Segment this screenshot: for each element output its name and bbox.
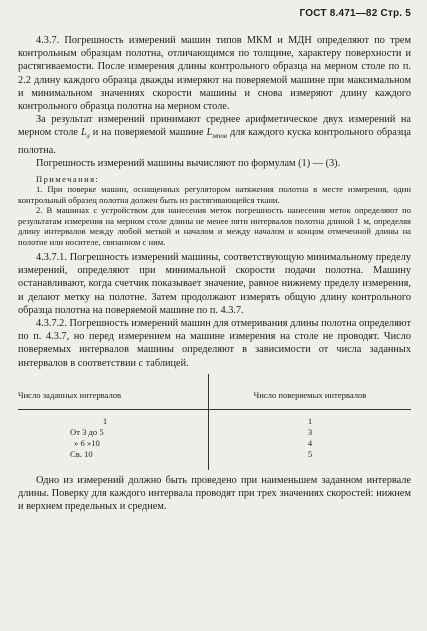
paragraph-4-3-7: 4.3.7. Погрешность измерений машин типов МКМ и МДН определяют по трем контрольным образцам полотна, отличающимся по толщине, характеру поверхности и растягиваемости. После измерения длины контрольного образца на мерном столе по п. 2.2 длину каждого образца дважды измеряют на поверяемой машине при максимальном и минимальном значениях скорости машины и снова измеряют длину каждого контрольного образца полотна на мерном столе.	[18, 35, 411, 113]
var-l-table: L	[80, 127, 87, 139]
table-header-given: Число заданных интервалов	[18, 374, 209, 410]
intervals-table	[18, 374, 411, 470]
notes-title: Примечания:	[36, 174, 100, 185]
page-number: Стр. 5	[380, 8, 411, 19]
paragraph-result	[18, 113, 411, 157]
var-l-machine: L	[206, 127, 213, 139]
table-cell-given: » 6 »10	[74, 437, 100, 448]
result-text-b: и на поверяемой машине	[89, 127, 207, 139]
paragraph-formula: Погрешность измерений машины вычисляют по формулам (1) — (3).	[36, 157, 341, 169]
table-header-checked: Число поверяемых интервалов	[209, 374, 412, 410]
table-cell-given: Св. 10	[70, 448, 93, 459]
table-cell-checked: 1	[307, 415, 313, 426]
var-l-machine-sub: мпов	[212, 132, 227, 141]
paragraph-4-3-7-1: 4.3.7.1. Погрешность измерений машины, соответствующую минимальному пределу измерений, определяют при минимальной скорости подачи полотна. Машину останавливают, когда счетчик показывает значение, равное нижнему пределу измерения, и делают метку на полотне. Затем продолжают измерять общую длину контрольного образца полотна на поверяемой машине по п. 4.3.7.	[18, 251, 411, 316]
table-cell-checked: 3	[307, 426, 313, 437]
table-cell-given: 1	[102, 415, 108, 426]
table-cell-checked: 5	[307, 448, 313, 459]
page-header	[300, 8, 411, 19]
gost-number: ГОСТ 8.471—82	[299, 8, 378, 19]
result-text-c: для каждого куска контрольного образца полотна.	[18, 127, 411, 156]
table-cell-given: От 3 до 5	[70, 426, 104, 437]
table-cell-checked: 4	[307, 437, 313, 448]
note-1: 1. При поверке машин, оснащенных регулятором натяжения полотна в месте измерения, один контрольный образец полотна должен быть из растягивающейся ткани.	[18, 184, 411, 205]
document-body	[18, 34, 411, 513]
paragraph-4-3-7-2: 4.3.7.2. Погрешность измерений машин для отмеривания длины полотна определяют по п. 4.3.7, но перед измерением на машине измерения на столе не проводят. Число поверяемых интервалов машины определяют в зависимости от числа заданных интервалов в соответствии с таблицей.	[18, 317, 411, 369]
var-l-table-sub: л	[86, 132, 90, 141]
paragraph-final: Одно из измерений должно быть проведено при наименьшем заданном интервале длины. Поверку для каждого интервала проводят при трех значениях скоростей: нижнем и верхнем предельных и среднем.	[18, 474, 411, 513]
note-2: 2. В машинах с устройством для нанесения меток погрешность нанесения меток определяют по результатам измерения на мерном столе длины не менее пяти интервалов полотна длиной 1 м, определяя длину интервалов между любой меткой и началом и между началом и концом отмеченной длины на полотне или носителе, связанном с ним.	[18, 205, 411, 247]
notes-block	[18, 174, 411, 247]
result-text-a: За результат измерений принимают среднее арифметическое двух измерений на мерном столе	[18, 114, 411, 139]
